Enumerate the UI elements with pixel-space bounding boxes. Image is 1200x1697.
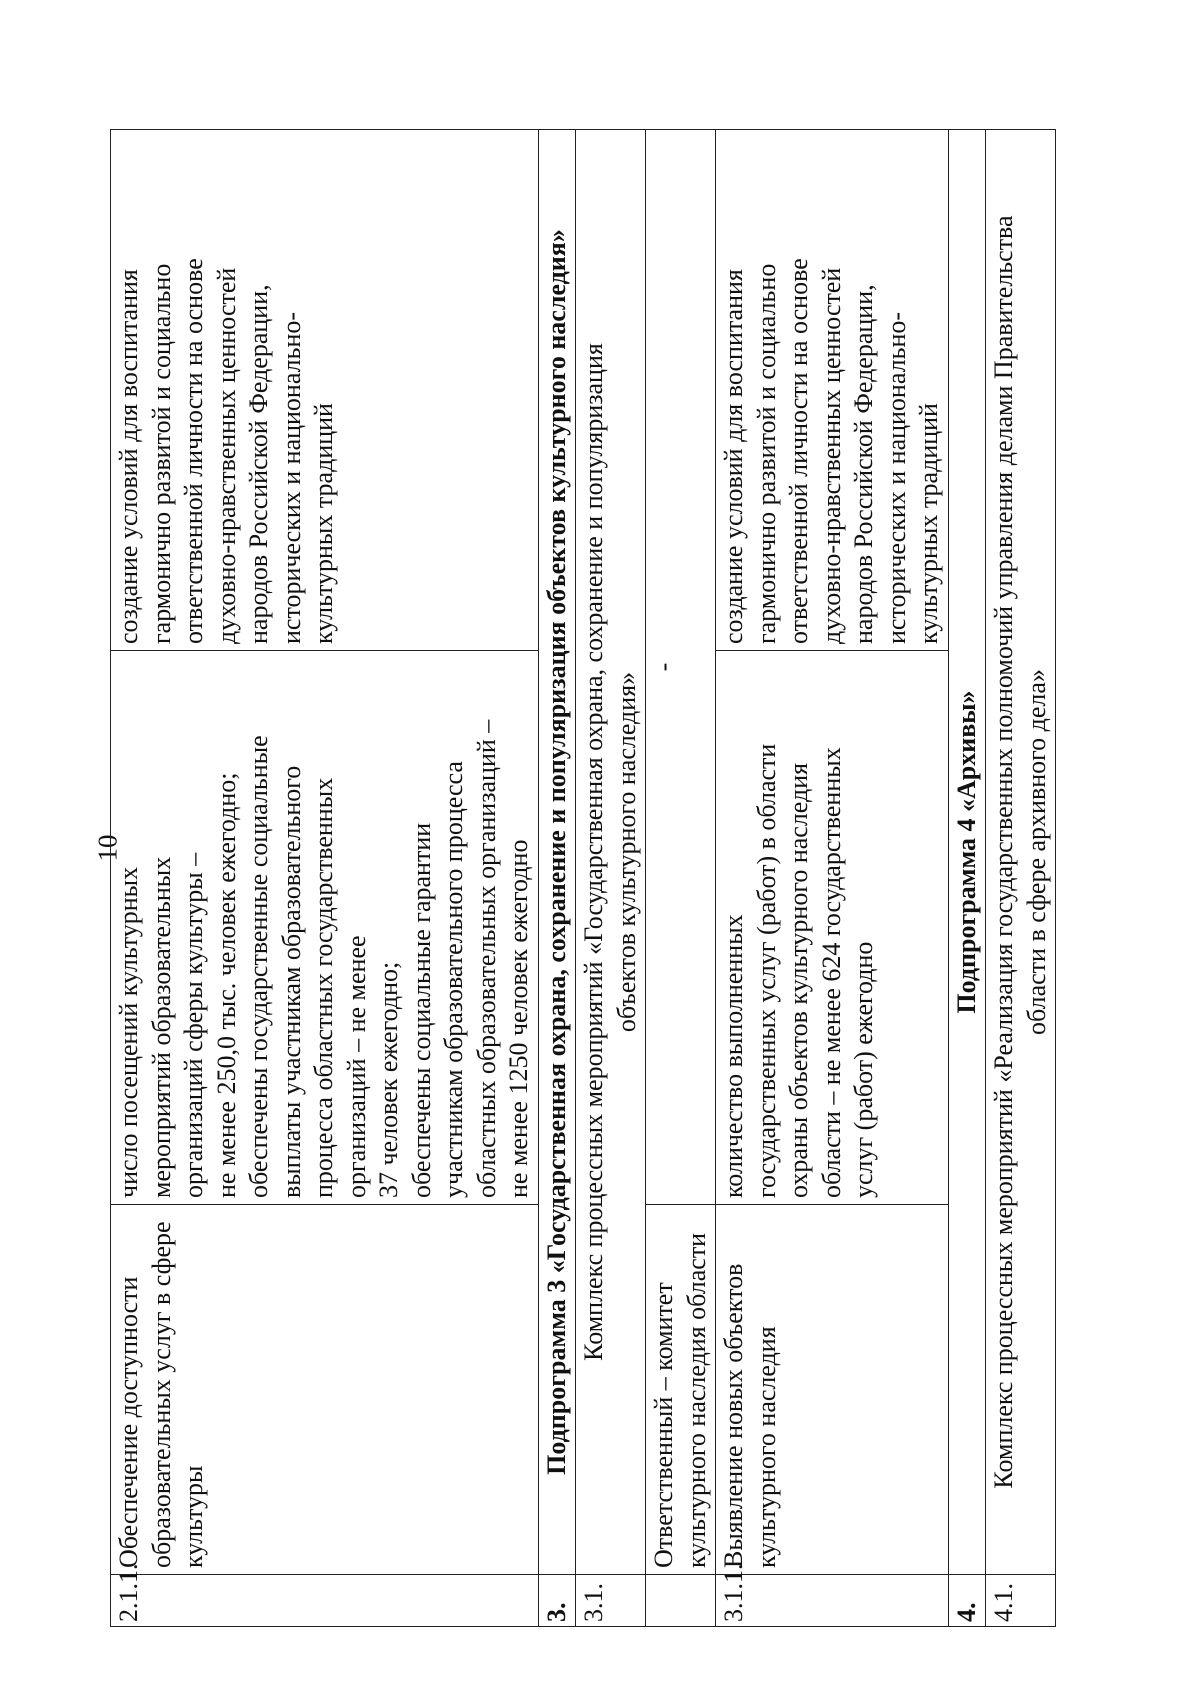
table-row-3	[538, 130, 576, 1627]
indicator-line: не менее 250,0 тыс. человек ежегодно;	[211, 772, 241, 1198]
goal-cell	[111, 130, 539, 651]
indicator-line: выплаты участникам образовательного	[276, 765, 306, 1198]
indicator-line: число посещений культурных	[114, 866, 143, 1198]
goal-line: исторических и национально-	[276, 311, 306, 644]
indicator-line: организаций – не менее	[341, 935, 371, 1198]
indicator-line: обеспечены социальные гарантии	[406, 822, 436, 1198]
goal-line: гармонично развитой и социально	[751, 263, 781, 644]
table-row-3-1	[576, 130, 646, 1627]
process-complex-3-1	[576, 130, 646, 1575]
row-number: 3.1.	[576, 1575, 646, 1627]
indicator-line: не менее 1250 человек ежегодно	[504, 839, 533, 1198]
complex-line: Комплекс процессных мероприятий «Государственная охрана, сохранение и популяризация	[579, 343, 608, 1361]
goal-line: исторических и национально-	[881, 311, 911, 644]
goal-line: гармонично развитой и социально	[146, 263, 176, 644]
goal-line: культурных традиций	[309, 403, 338, 644]
measure-name: Выявление новых объектов культурного наследия	[716, 1205, 949, 1575]
subprogram-4-title: Подпрограмма 4 «Архивы»	[948, 130, 986, 1575]
indicator-line: областных образовательных организаций –	[471, 719, 501, 1198]
goal-line: народов Российской Федерации,	[849, 284, 878, 644]
goal-line: создание условий для воспитания	[719, 269, 748, 644]
goal-line: народов Российской Федерации,	[244, 284, 273, 644]
indicator-line: обеспечены государственные социальные	[244, 735, 273, 1198]
row-number: 3.	[538, 1575, 576, 1627]
process-complex-4-1	[986, 130, 1056, 1575]
table-row-responsible	[646, 130, 716, 1627]
goal-line: духовно-нравственных ценностей	[211, 267, 241, 644]
table-row-4	[948, 130, 986, 1627]
row-number: 3.1.1.	[716, 1575, 949, 1627]
indicator-line: государственных услуг (работ) в области	[751, 743, 781, 1198]
goal-line: создание условий для воспитания	[114, 269, 143, 644]
measure-name: Обеспечение доступности образовательных услуг в сфере культуры	[111, 1205, 539, 1575]
row-number-empty	[646, 1575, 716, 1627]
row-number: 4.1.	[986, 1575, 1056, 1627]
table-row-3-1-1	[716, 130, 949, 1627]
complex-line: Комплекс процессных мероприятий «Реализация государственных полномочий управления делами Правительства	[989, 215, 1018, 1489]
indicator-line: мероприятий образовательных	[146, 856, 176, 1198]
indicator-line: участникам образовательного процесса	[439, 761, 468, 1198]
rotated-table-container	[110, 130, 1051, 1627]
indicator-line: организаций сферы культуры –	[179, 852, 208, 1198]
goal-line: культурных традиций	[914, 403, 943, 644]
indicators-cell	[716, 651, 949, 1205]
table-row-2-1-1	[111, 130, 539, 1627]
indicator-line: услуг (работ) ежегодно	[849, 941, 878, 1198]
indicator-line: 37 человек ежегодно;	[374, 961, 403, 1198]
indicator-line: охраны объектов культурного наследия	[784, 762, 813, 1198]
table-row-4-1	[986, 130, 1056, 1627]
responsible-cell: Ответственный – комитет культурного наследия области	[646, 1205, 716, 1575]
indicator-line: процесса областных государственных	[309, 777, 338, 1198]
row-number: 4.	[948, 1575, 986, 1627]
indicator-line: количество выполненных	[719, 914, 748, 1198]
goal-cell	[716, 130, 949, 651]
goal-line: духовно-нравственных ценностей	[816, 267, 846, 644]
page-number: 10	[92, 834, 123, 862]
row-number: 2.1.1.	[111, 1575, 539, 1627]
goal-line: ответственной личности на основе	[179, 258, 208, 644]
indicators-cell	[111, 651, 539, 1205]
indicator-line: области – не менее 624 государственных	[816, 747, 846, 1198]
program-table	[110, 129, 1056, 1627]
responsible-dash: -	[646, 130, 716, 1205]
subprogram-3-title: Подпрограмма 3 «Государственная охрана, сохранение и популяризация объектов культурного наследия»	[538, 130, 576, 1575]
complex-line: области в сфере архивного дела»	[1021, 669, 1051, 1035]
goal-line: ответственной личности на основе	[784, 258, 813, 644]
complex-line: объектов культурного наследия»	[611, 671, 641, 1033]
